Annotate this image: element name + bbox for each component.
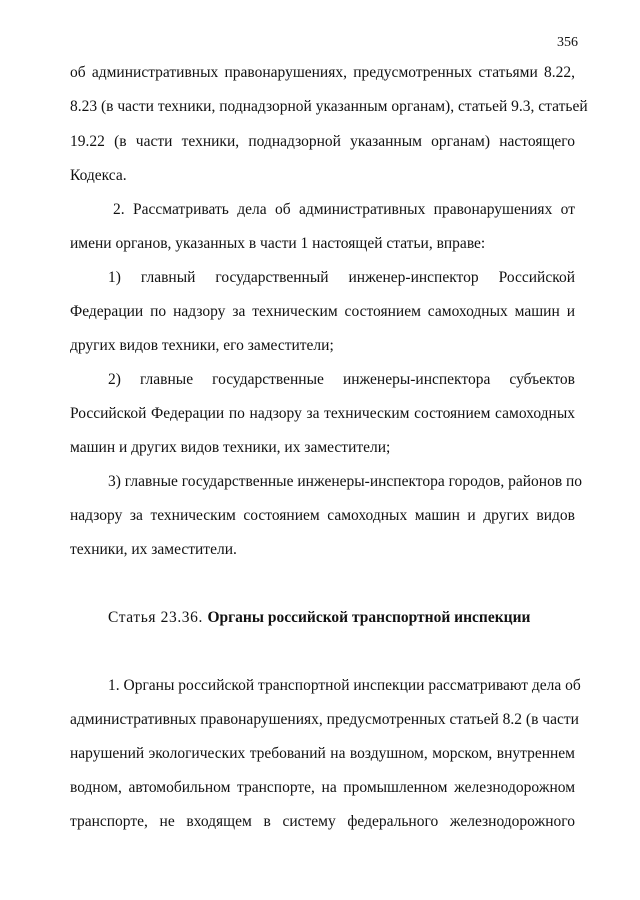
text-line: 2. Рассматривать дела об административных правонарушениях от (113, 201, 575, 218)
text-line: транспорте, не входящем в систему федерального железнодорожного (70, 813, 575, 830)
text-line: 19.22 (в части техники, поднадзорной указанным органам) настоящего (70, 133, 575, 150)
text-line: Российской Федерации по надзору за техническим состоянием самоходных (70, 405, 575, 422)
page-number: 356 (557, 35, 578, 50)
text-line: нарушений экологических требований на воздушном, морском, внутреннем (70, 745, 575, 762)
article-heading (108, 608, 568, 628)
text-line: 2) главные государственные инженеры-инспектора субъектов (108, 371, 575, 388)
text-line: 3) главные государственные инженеры-инспектора городов, районов по (108, 473, 583, 490)
article-number: Статья 23.36. (108, 609, 208, 626)
article-title: Органы российской транспортной инспекции (207, 609, 531, 626)
text-line: 8.23 (в части техники, поднадзорной указанным органам), статьей 9.3, статьей (70, 98, 588, 115)
text-line: техники, их заместители. (70, 541, 237, 558)
text-line: водном, автомобильном транспорте, на промышленном железнодорожном (70, 779, 575, 796)
text-line: административных правонарушениях, предусмотренных статьей 8.2 (в части (70, 711, 579, 728)
text-line: Федерации по надзору за техническим состоянием самоходных машин и (70, 303, 575, 320)
text-line: 1) главный государственный инженер-инспектор Российской (108, 269, 575, 286)
text-line: машин и других видов техники, их заместители; (70, 439, 391, 456)
text-line: Кодекса. (70, 167, 127, 184)
text-line: 1. Органы российской транспортной инспекции рассматривают дела об (108, 677, 581, 694)
text-line: об административных правонарушениях, предусмотренных статьями 8.22, (70, 64, 575, 81)
text-line: других видов техники, его заместители; (70, 337, 334, 354)
text-line: имени органов, указанных в части 1 настоящей статьи, вправе: (70, 235, 486, 252)
text-line: надзору за техническим состоянием самоходных машин и других видов (70, 507, 575, 524)
